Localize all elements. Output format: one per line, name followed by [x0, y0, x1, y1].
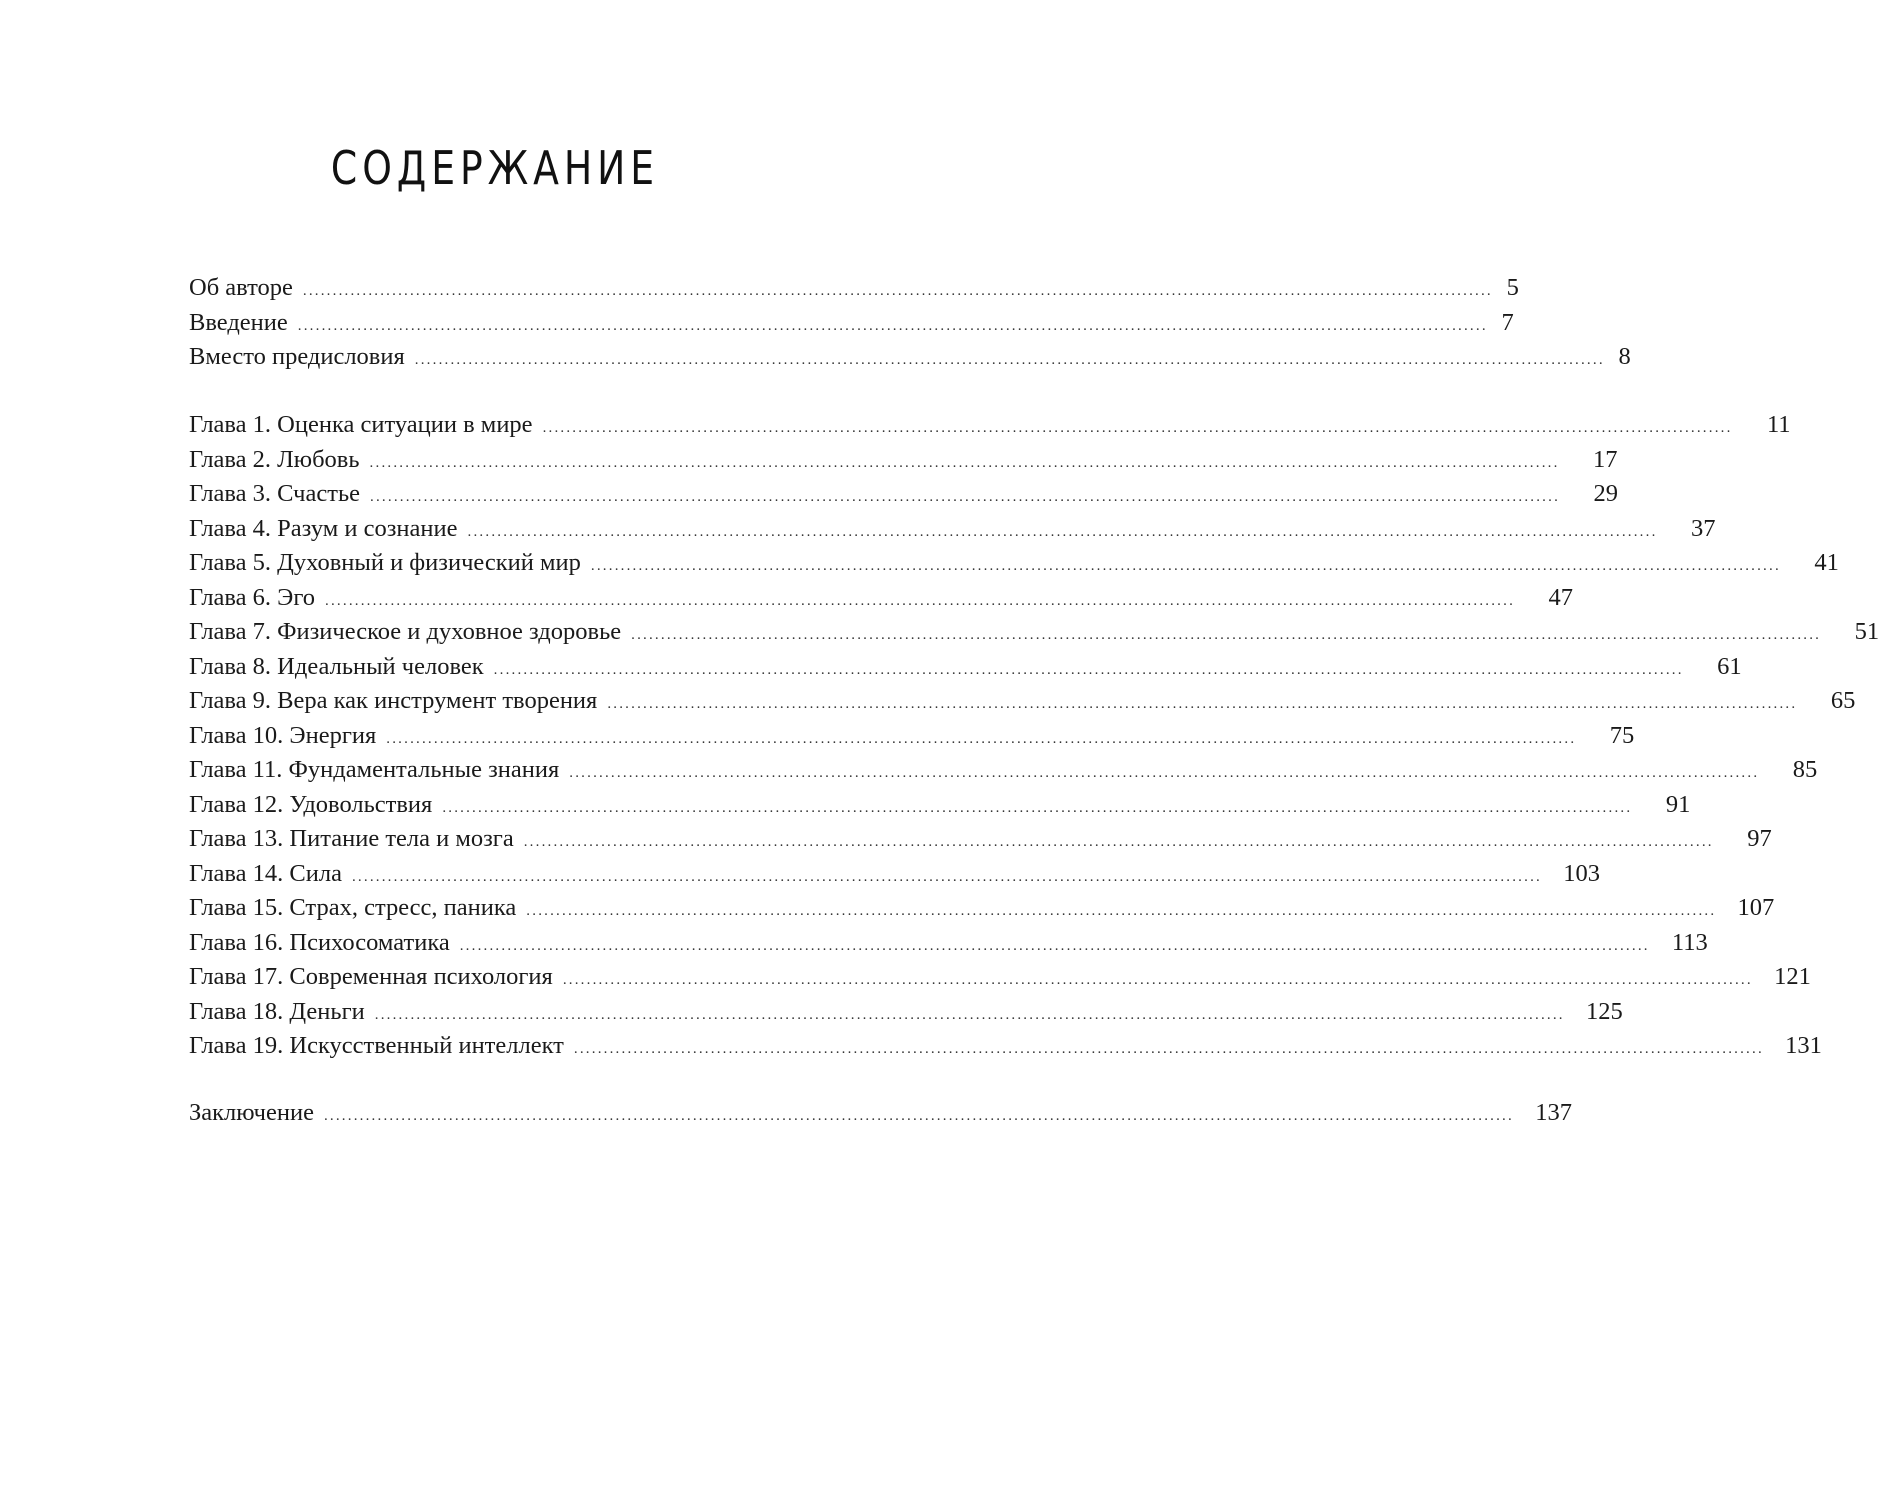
- toc-entry-page-number: 47: [1548, 583, 1574, 611]
- toc-entry-label: Глава 1. Оценка ситуации в мире: [189, 411, 533, 438]
- toc-entry-label: Глава 13. Питание тела и мозга: [189, 825, 514, 852]
- toc-entry-label: Глава 2. Любовь: [189, 445, 360, 473]
- toc-entry-page-number: 91: [1665, 790, 1691, 818]
- toc-entry-page-number: 37: [1691, 514, 1716, 542]
- toc-dot-leader: ........................................................................................................................................................................................................: [459, 937, 1650, 954]
- toc-entry-page-number: 7: [1501, 308, 1514, 336]
- toc-entry[interactable]: [189, 581, 1574, 616]
- toc-entry-label: Глава 16. Психосоматика: [189, 928, 450, 956]
- toc-entry[interactable]: [189, 719, 1635, 754]
- toc-entry-page-number: 107: [1737, 894, 1775, 921]
- toc-entry-label: Об авторе: [189, 274, 293, 301]
- toc-dot-leader: ........................................................................................................................................................................................................: [607, 696, 1798, 712]
- toc-entry[interactable]: [189, 788, 1691, 823]
- toc-entry-page-number: 85: [1792, 756, 1818, 783]
- toc-dot-leader: ........................................................................................................................................................................................................: [526, 903, 1717, 919]
- toc-dot-leader: ........................................................................................................................................................................................................: [542, 420, 1733, 436]
- toc-dot-leader: ........................................................................................................................................................................................................: [302, 283, 1493, 299]
- toc-entry-label: Глава 9. Вера как инструмент творения: [189, 687, 598, 714]
- toc-entry-page-number: 61: [1717, 652, 1742, 680]
- toc-entry-page-number: 113: [1671, 928, 1708, 956]
- toc-entry-label: Вместо предисловия: [189, 343, 405, 370]
- toc-entry[interactable]: [189, 995, 1623, 1030]
- toc-dot-leader: ........................................................................................................................................................................................................: [493, 661, 1684, 678]
- toc-back-matter: [189, 1096, 1572, 1131]
- toc-entry-page-number: 137: [1535, 1099, 1572, 1126]
- toc-entry-label: Глава 12. Удовольствия: [189, 790, 433, 818]
- toc-dot-leader: ........................................................................................................................................................................................................: [297, 317, 1488, 334]
- toc-dot-leader: ........................................................................................................................................................................................................: [467, 523, 1658, 540]
- toc-entry-page-number: 29: [1593, 480, 1619, 507]
- toc-dot-leader: ........................................................................................................................................................................................................: [631, 627, 1822, 643]
- toc-entry-page-number: 75: [1609, 721, 1635, 749]
- toc-entry[interactable]: [189, 340, 1631, 375]
- toc-entry-page-number: 97: [1747, 825, 1772, 852]
- toc-entry-page-number: 103: [1563, 859, 1600, 887]
- toc-entry[interactable]: [189, 891, 1775, 926]
- toc-entry[interactable]: [189, 271, 1519, 306]
- toc-dot-leader: ........................................................................................................................................................................................................: [573, 1041, 1764, 1057]
- toc-dot-leader: ........................................................................................................................................................................................................: [442, 799, 1633, 816]
- toc-entry-page-number: 131: [1785, 1032, 1822, 1059]
- toc-entry[interactable]: [189, 650, 1742, 685]
- toc-entry-page-number: 11: [1766, 411, 1791, 438]
- toc-entry[interactable]: [189, 1029, 1822, 1064]
- toc-dot-leader: ........................................................................................................................................................................................................: [370, 489, 1561, 505]
- toc-entry-label: Глава 8. Идеальный человек: [189, 652, 484, 680]
- toc-entry-page-number: 5: [1506, 274, 1519, 301]
- toc-dot-leader: ........................................................................................................................................................................................................: [590, 558, 1781, 574]
- toc-entry-label: Глава 5. Духовный и физический мир: [189, 549, 581, 576]
- toc-entry[interactable]: [189, 512, 1716, 547]
- toc-entry[interactable]: [189, 753, 1818, 788]
- toc-entry-label: Глава 7. Физическое и духовное здоровье: [189, 618, 622, 645]
- toc-entry-page-number: 121: [1774, 963, 1811, 990]
- toc-entry-page-number: 65: [1830, 687, 1856, 714]
- toc-chapters: [189, 408, 1879, 1064]
- toc-dot-leader: ........................................................................................................................................................................................................: [414, 352, 1605, 368]
- toc-entry-page-number: 17: [1593, 445, 1618, 473]
- toc-entry[interactable]: [189, 306, 1514, 341]
- toc-entry[interactable]: [189, 443, 1618, 478]
- toc-entry[interactable]: [189, 822, 1772, 857]
- toc-dot-leader: ........................................................................................................................................................................................................: [386, 730, 1577, 747]
- toc-front-matter: [189, 271, 1631, 375]
- toc-entry[interactable]: [189, 926, 1708, 961]
- toc-dot-leader: ........................................................................................................................................................................................................: [323, 1108, 1514, 1124]
- toc-entry-label: Глава 14. Сила: [189, 859, 342, 887]
- toc-entry-label: Заключение: [189, 1099, 314, 1126]
- toc-entry[interactable]: [189, 1096, 1572, 1131]
- page-title: СОДЕРЖАНИЕ: [330, 141, 660, 195]
- toc-entry[interactable]: [189, 615, 1879, 650]
- toc-entry-label: Глава 19. Искусственный интеллект: [189, 1032, 564, 1059]
- toc-entry[interactable]: [189, 408, 1791, 443]
- toc-entry-label: Глава 17. Современная психология: [189, 963, 553, 990]
- toc-dot-leader: ........................................................................................................................................................................................................: [569, 765, 1760, 781]
- toc-dot-leader: ........................................................................................................................................................................................................: [325, 592, 1516, 609]
- toc-dot-leader: ........................................................................................................................................................................................................: [369, 454, 1560, 471]
- toc-entry-label: Глава 11. Фундаментальные знания: [189, 756, 560, 783]
- toc-entry[interactable]: [189, 684, 1856, 719]
- toc-entry[interactable]: [189, 477, 1619, 512]
- toc-entry-page-number: 51: [1854, 618, 1879, 645]
- toc-entry-page-number: 125: [1586, 997, 1623, 1025]
- toc-dot-leader: ........................................................................................................................................................................................................: [562, 972, 1753, 988]
- toc-dot-leader: ........................................................................................................................................................................................................: [351, 868, 1542, 885]
- toc-entry-label: Глава 4. Разум и сознание: [189, 514, 458, 542]
- toc-entry-label: Глава 18. Деньги: [189, 997, 365, 1025]
- toc-dot-leader: ........................................................................................................................................................................................................: [374, 1006, 1565, 1023]
- toc-entry-label: Глава 6. Эго: [189, 583, 316, 611]
- toc-entry-label: Глава 15. Страх, стресс, паника: [189, 894, 517, 921]
- toc-entry[interactable]: [189, 960, 1811, 995]
- toc-entry[interactable]: [189, 546, 1839, 581]
- toc-entry[interactable]: [189, 857, 1600, 892]
- toc-entry-label: Глава 3. Счастье: [189, 480, 361, 507]
- toc-entry-page-number: 8: [1618, 343, 1631, 370]
- toc-entry-label: Глава 10. Энергия: [189, 721, 377, 749]
- toc-entry-label: Введение: [189, 308, 288, 336]
- toc-dot-leader: ........................................................................................................................................................................................................: [523, 834, 1714, 850]
- toc-entry-page-number: 41: [1814, 549, 1839, 576]
